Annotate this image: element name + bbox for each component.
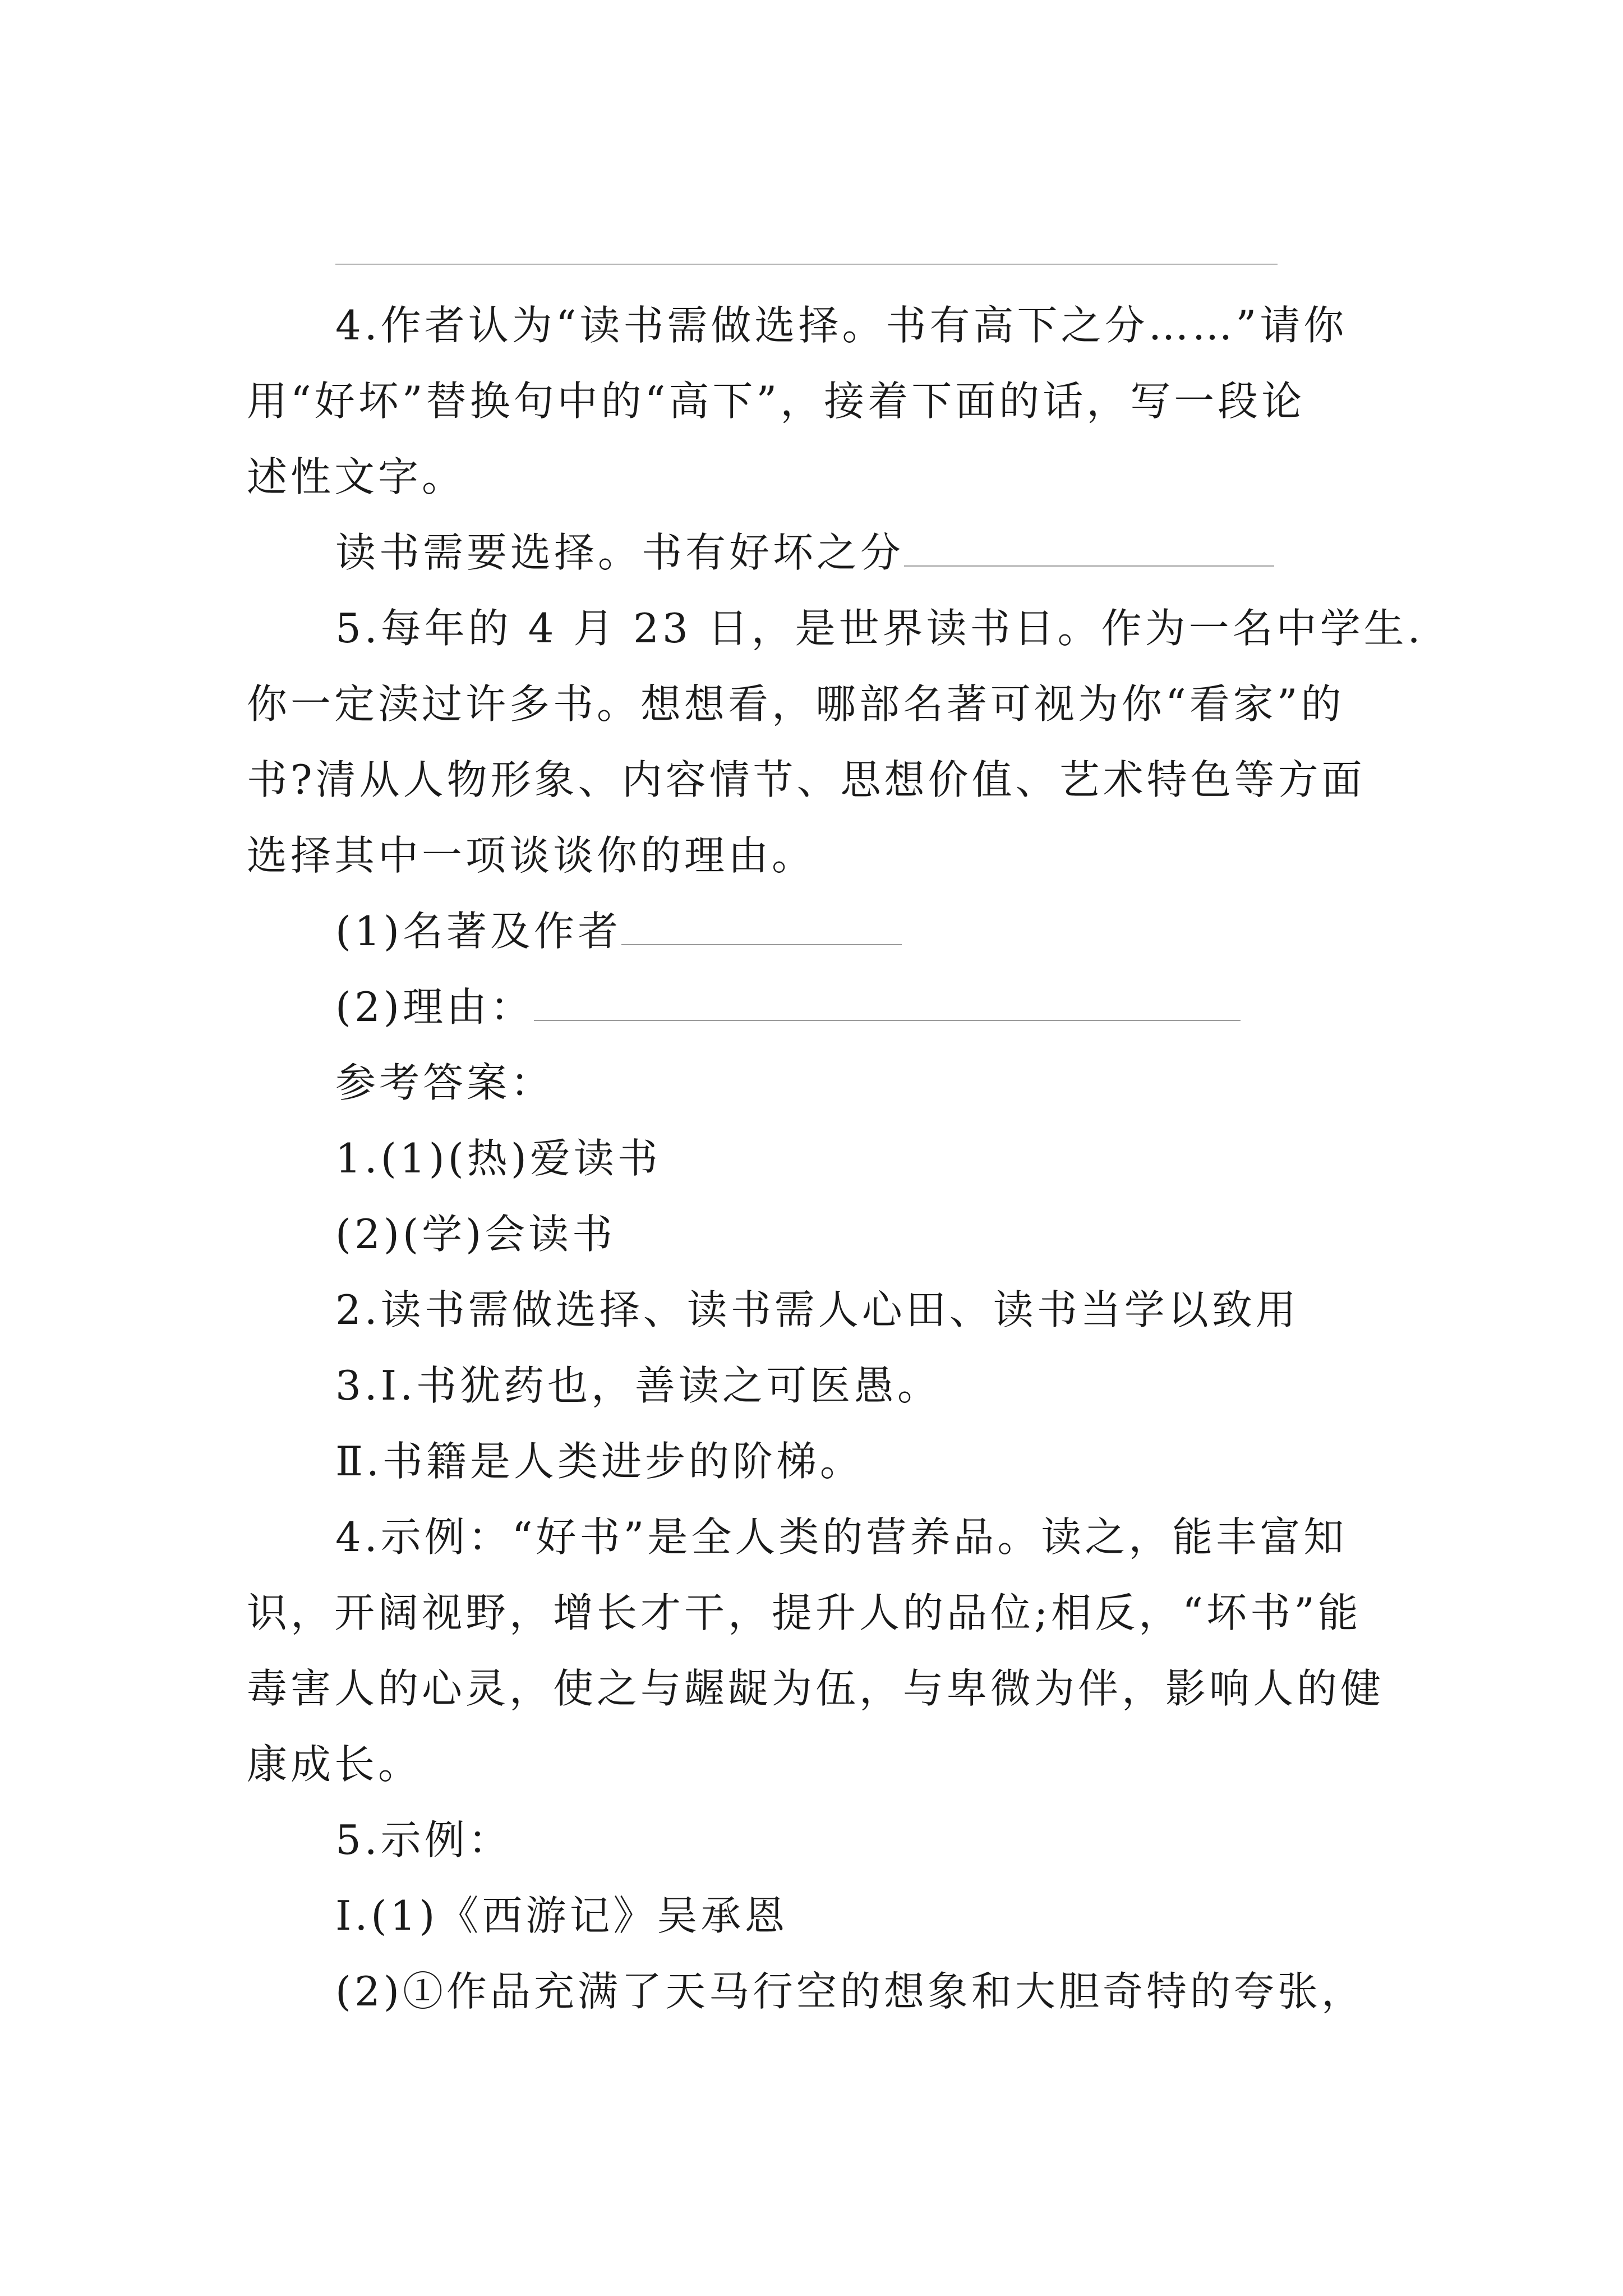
answer-4-line-1: 4.示例：“好书”是全人类的营养品。读之，能丰富知 [335, 1513, 1348, 1561]
question-5-line-3: 书?清从人物形象、内容情节、思想价值、艺术特色等方面 [247, 756, 1366, 803]
answer-1-part-2: (2)(学)会读书 [335, 1211, 616, 1258]
question-5-line-2: 你一定渎过许多书。想想看，哪部名著可视为你“看家”的 [247, 680, 1345, 728]
answer-3-part-2: Ⅱ.书籍是人类进步的阶梯。 [335, 1438, 864, 1485]
answer-3-part-1: 3.I.书犹药也，善读之可医愚。 [335, 1362, 942, 1409]
answer-5-item-1: I.(1)《西游记》吴承恩 [335, 1892, 789, 1939]
question-5-line-1: 5.每年的 4 月 23 日，是世界读书日。作为一名中学生. [335, 605, 1424, 652]
answer-2: 2.读书需做选择、读书需人心田、读书当学以致用 [335, 1286, 1299, 1333]
answer-1-part-1: 1.(1)(热)爱读书 [335, 1135, 661, 1182]
answer-5-item-2: (2)①作品充满了天马行空的想象和大胆奇特的夸张， [335, 1968, 1365, 2015]
question-4-prompt [335, 524, 1274, 581]
answers-heading: 参考答案： [335, 1059, 555, 1106]
answer-blank-line [621, 904, 902, 945]
question-5-sub-2-text: (2)理由： [335, 983, 534, 1030]
question-4-line-1: 4.作者认为“读书需做选择。书有高下之分……”请你 [335, 302, 1348, 349]
answer-4-line-2: 识，开阔视野，增长才干，提升人的品位;相反，“坏书”能 [247, 1589, 1362, 1636]
answer-5-heading: 5.示例： [335, 1816, 512, 1864]
question-5-sub-2 [335, 979, 1241, 1035]
question-4-prompt-text: 读书需要选择。书有好坏之分 [335, 529, 905, 576]
answer-4-line-3: 毒害人的心灵，使之与龌龊为伍，与卑微为伴，影响人的健 [247, 1665, 1385, 1712]
question-5-sub-1 [335, 903, 902, 959]
question-4-line-3: 述性文字。 [247, 453, 466, 500]
question-4-line-2: 用“好坏”替换句中的“高下”，接着下面的话，写一段论 [247, 378, 1306, 425]
question-5-sub-1-text: (1)名著及作者 [335, 908, 621, 955]
answer-blank-line [904, 525, 1274, 567]
answer-blank-line [335, 264, 1278, 265]
answer-blank-line [534, 979, 1241, 1021]
answer-4-line-4: 康成长。 [247, 1741, 422, 1788]
question-5-line-4: 选择其中一项谈谈你的理由。 [247, 832, 816, 879]
